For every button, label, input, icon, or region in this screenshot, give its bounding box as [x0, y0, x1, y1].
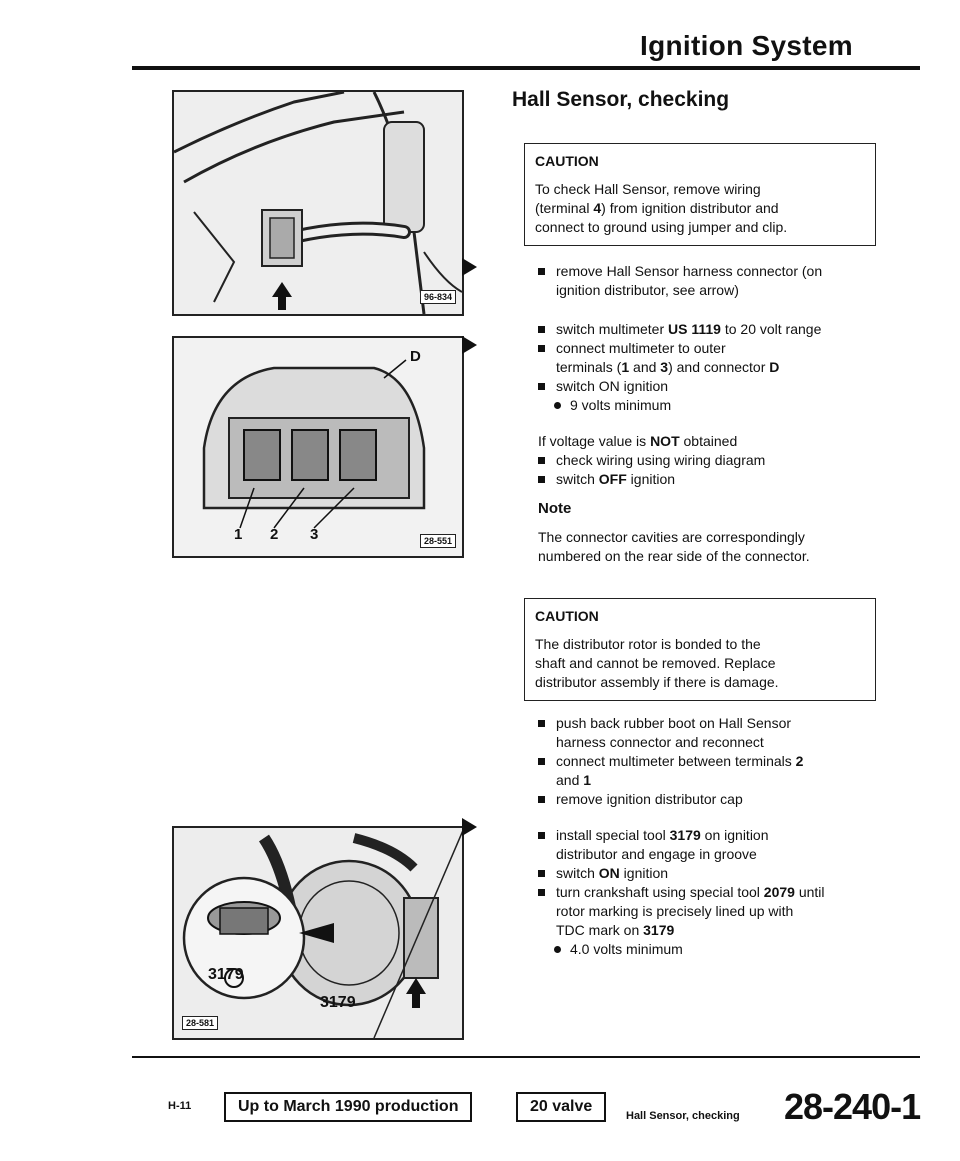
caution-1-line-2: (terminal 4) from ignition distributor and — [535, 200, 779, 216]
step-connect-outer-terminals: connect multimeter to outer terminals (1 and 3) and connector D — [538, 339, 898, 377]
caution-2-line-2: shaft and cannot be removed. Replace — [535, 655, 776, 671]
step-check-wiring: check wiring using wiring diagram — [538, 451, 898, 470]
page-ref: H-11 — [168, 1100, 192, 1112]
spec-9-volts: 9 volts minimum — [538, 396, 898, 415]
caution-1-line-1: To check Hall Sensor, remove wiring — [535, 181, 761, 197]
caution-1-line-3: connect to ground using jumper and clip. — [535, 219, 788, 235]
step-ignition-on-2: switch ON ignition — [538, 864, 918, 883]
figure-2-label-d: D — [410, 348, 421, 365]
figure-2-pointer-icon — [462, 336, 477, 354]
caution-1-title: CAUTION — [535, 153, 599, 169]
step-turn-crankshaft: turn crankshaft using special tool 2079 until rotor marking is precisely lined up with TDC mark on 3179 — [538, 883, 918, 940]
figure-3-illustration — [174, 828, 462, 1038]
note-heading: Note — [538, 500, 572, 517]
section-title: Hall Sensor, checking — [512, 88, 730, 111]
figure-1-code: 96-834 — [420, 290, 456, 304]
step-connect-terminals-2-1: connect multimeter between terminals 2 and 1 — [538, 752, 898, 790]
production-range-box: Up to March 1990 production — [224, 1092, 472, 1122]
caution-2-title: CAUTION — [535, 608, 599, 624]
figure-2-label-3: 3 — [310, 526, 319, 543]
figure-3-code: 28-581 — [182, 1016, 218, 1030]
step-ignition-on: switch ON ignition — [538, 377, 898, 396]
note-text: The connector cavities are correspondingly numbered on the rear side of the connector. — [538, 529, 810, 564]
figure-connector-terminals — [172, 336, 464, 558]
figure-hall-sensor-connector — [172, 90, 464, 316]
steps-reconnect — [538, 714, 898, 809]
caution-box-2 — [524, 598, 876, 701]
step-ignition-off: switch OFF ignition — [538, 470, 898, 489]
figure-2-label-1: 1 — [234, 526, 243, 543]
step-install-tool: install special tool 3179 on ignition distributor and engage in groove — [538, 826, 918, 864]
figure-3-label-tool-left: 3179 — [208, 966, 244, 983]
step-remove-cap: remove ignition distributor cap — [538, 790, 898, 809]
caution-2-line-3: distributor assembly if there is damage. — [535, 674, 779, 690]
figure-2-label-2: 2 — [270, 526, 279, 543]
condition-voltage-not-obtained: If voltage value is NOT obtained — [538, 433, 738, 449]
steps-tool-check — [538, 826, 918, 959]
figure-3-pointer-icon — [462, 818, 477, 836]
footer-rule — [132, 1056, 920, 1058]
figure-special-tool-3179 — [172, 826, 464, 1040]
figure-1-illustration — [174, 92, 462, 314]
figure-2-code: 28-551 — [420, 534, 456, 548]
header-rule — [132, 66, 920, 70]
step-push-back-boot: push back rubber boot on Hall Sensor harness connector and reconnect — [538, 714, 898, 752]
spec-4-volts: 4.0 volts minimum — [538, 940, 918, 959]
figure-2-illustration — [174, 338, 462, 556]
steps-voltage-check — [538, 320, 898, 489]
step-switch-multimeter: switch multimeter US 1119 to 20 volt range — [538, 320, 898, 339]
figure-3-label-tool-right: 3179 — [320, 994, 356, 1011]
figure-1-pointer-icon — [462, 258, 477, 276]
step-remove-connector: remove Hall Sensor harness connector (on ignition distributor, see arrow) — [538, 262, 898, 300]
page-header-title: Ignition System — [640, 30, 853, 61]
footer-caption: Hall Sensor, checking — [626, 1110, 740, 1122]
page-number: 28-240-1 — [784, 1086, 921, 1127]
engine-variant-box: 20 valve — [516, 1092, 606, 1122]
steps-remove-connector — [538, 262, 898, 300]
caution-box-1 — [524, 143, 876, 246]
caution-2-line-1: The distributor rotor is bonded to the — [535, 636, 761, 652]
